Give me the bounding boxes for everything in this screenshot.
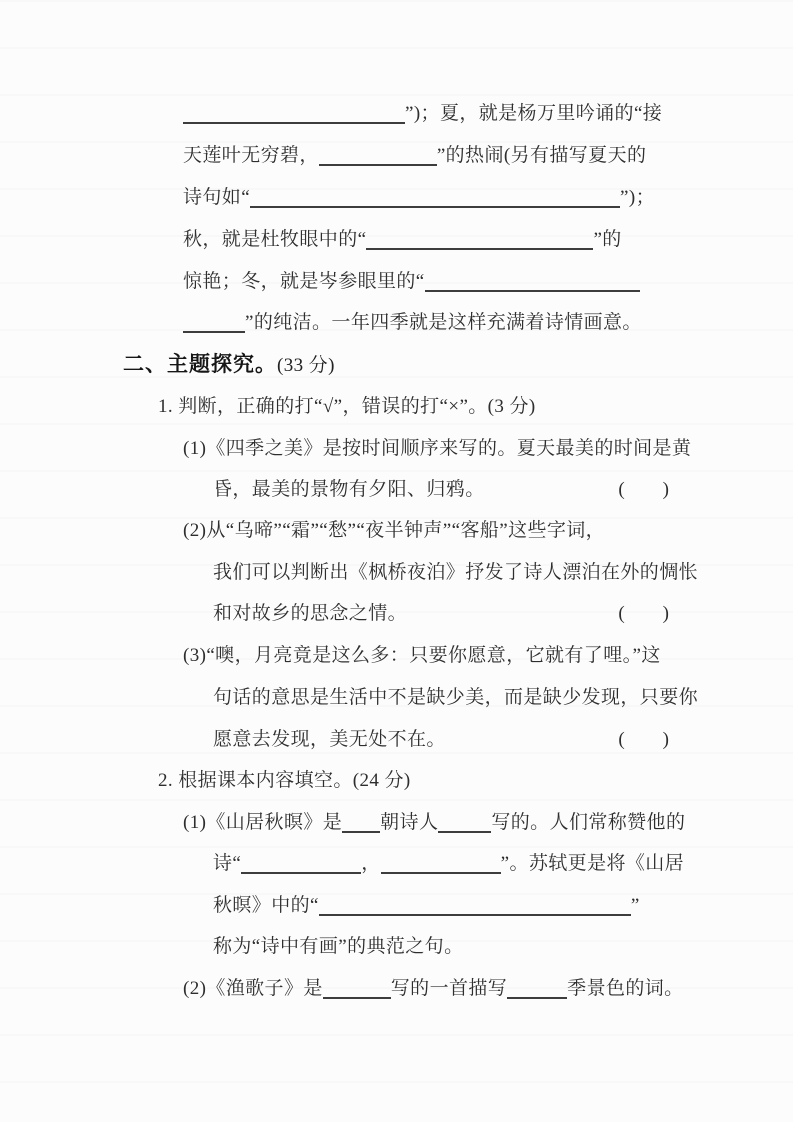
- line-text: [213, 562, 698, 583]
- q1-stem: [158, 394, 536, 420]
- blank-underline: [250, 206, 620, 208]
- line-text: [183, 103, 662, 124]
- text-run: ”的热闹(另有描写夏天的: [436, 145, 647, 166]
- text-run: 称为“诗中有画”的典范之句。: [213, 936, 464, 957]
- text-run: 2. 根据课本内容填空。(24 分): [158, 770, 411, 791]
- q2-item2-line1: [183, 976, 684, 1002]
- para1-line4: [183, 227, 622, 253]
- text-run: 诗句如“: [183, 187, 251, 208]
- text-run: 秋，就是杜牧眼中的“: [183, 229, 367, 250]
- para1-line1: [183, 101, 662, 127]
- text-run: ”)；: [620, 187, 656, 208]
- line-text: [183, 645, 661, 666]
- text-run: ，: [361, 853, 381, 874]
- q2-item1-line4: [213, 934, 463, 960]
- line-text: [158, 396, 536, 417]
- para1-line6: [183, 310, 642, 336]
- text-run: 季景色的词。: [567, 978, 684, 999]
- text-run: 朝诗人: [380, 812, 439, 833]
- line-text: [213, 895, 640, 916]
- q1-item3-line1: [183, 643, 661, 669]
- line-text: [213, 727, 446, 753]
- line-text: [183, 187, 655, 208]
- blank-underline: [241, 872, 361, 874]
- line-text: [183, 438, 691, 459]
- blank-underline: [323, 997, 391, 999]
- line-text: [183, 229, 622, 250]
- text-run: (3)“噢，月亮竟是这么多：只要你愿意，它就有了哩。”这: [183, 645, 661, 666]
- blank-underline: [366, 248, 593, 250]
- para1-line3: [183, 185, 655, 211]
- line-text: [183, 978, 684, 999]
- blank-underline: [381, 872, 501, 874]
- text-run: 句话的意思是生活中不是缺少美，而是缺少发现，只要你: [213, 687, 699, 708]
- line-text: [123, 355, 335, 376]
- text-run: ”)；夏，就是杨万里吟诵的“接: [405, 103, 663, 124]
- blank-underline: [507, 997, 567, 999]
- q2-item1-line2: [213, 851, 684, 877]
- line-text: [183, 520, 605, 541]
- section-2-heading: [123, 352, 335, 379]
- q1-item3-line2: [213, 685, 698, 711]
- text-run: (2)从“乌啼”“霜”“愁”“夜半钟声”“客船”这些字词，: [183, 520, 606, 541]
- line-text: [183, 145, 646, 166]
- line-text: [183, 812, 685, 833]
- text-run: ”。苏轼更是将《山居: [500, 853, 685, 874]
- text-run: (1)《四季之美》是按时间顺序来写的。夏天最美的时间是黄: [183, 438, 692, 459]
- text-run: 写的一首描写: [390, 978, 508, 999]
- text-run: 秋暝》中的“: [213, 895, 319, 916]
- text-run: ”的纯洁。一年四季就是这样充满着诗情画意。: [245, 312, 642, 333]
- q1-item2-line2: [213, 560, 698, 586]
- blank-underline: [183, 122, 405, 124]
- q1-item3-line3: [213, 727, 669, 753]
- para1-line2: [183, 143, 646, 169]
- line-text: [183, 312, 642, 333]
- line-text: [213, 477, 485, 503]
- blank-underline: [319, 164, 437, 166]
- text-run: 惊艳；冬，就是岑参眼里的“: [183, 271, 425, 292]
- q1-item1-line1: [183, 436, 691, 462]
- line-text: [213, 687, 698, 708]
- text-run: 1. 判断，正确的打“√”，错误的打“×”。(3 分): [158, 396, 536, 417]
- text-run: ”: [630, 895, 640, 916]
- line-text: [213, 601, 407, 627]
- text-run: ”的: [593, 229, 622, 250]
- text-run: 写的。人们常称赞他的: [491, 812, 686, 833]
- text-run: (2)《渔歌子》是: [183, 978, 323, 999]
- answer-parens: ( ): [618, 479, 669, 500]
- blank-underline: [342, 831, 380, 833]
- text-run: 诗“: [213, 853, 242, 874]
- text-run: 昏，最美的景物有夕阳、归鸦。: [213, 479, 485, 500]
- text-run: 我们可以判断出《枫桥夜泊》抒发了诗人漂泊在外的惆怅: [213, 562, 699, 583]
- text-run: 二、主题探究。: [123, 353, 277, 376]
- q1-item2-line3: [213, 601, 669, 627]
- blank-underline: [425, 290, 640, 292]
- q1-item1-line2: [213, 477, 669, 503]
- blank-underline: [438, 831, 491, 833]
- answer-parens: ( ): [618, 603, 669, 624]
- line-text: [158, 770, 411, 791]
- blank-underline: [319, 914, 631, 916]
- text-run: 愿意去发现，美无处不在。: [213, 729, 446, 750]
- text-run: 天莲叶无穷碧，: [183, 145, 319, 166]
- q2-item1-line1: [183, 810, 685, 836]
- para1-line5: [183, 269, 640, 295]
- q2-item1-line3: [213, 893, 640, 919]
- line-text: [213, 853, 684, 874]
- blank-underline: [183, 331, 245, 333]
- line-text: [183, 271, 640, 292]
- q2-stem: [158, 768, 411, 794]
- text-run: (33 分): [277, 355, 335, 376]
- text-run: 和对故乡的思念之情。: [213, 603, 408, 624]
- answer-parens: ( ): [618, 729, 669, 750]
- text-run: (1)《山居秋暝》是: [183, 812, 343, 833]
- line-text: [213, 936, 463, 957]
- q1-item2-line1: [183, 518, 605, 544]
